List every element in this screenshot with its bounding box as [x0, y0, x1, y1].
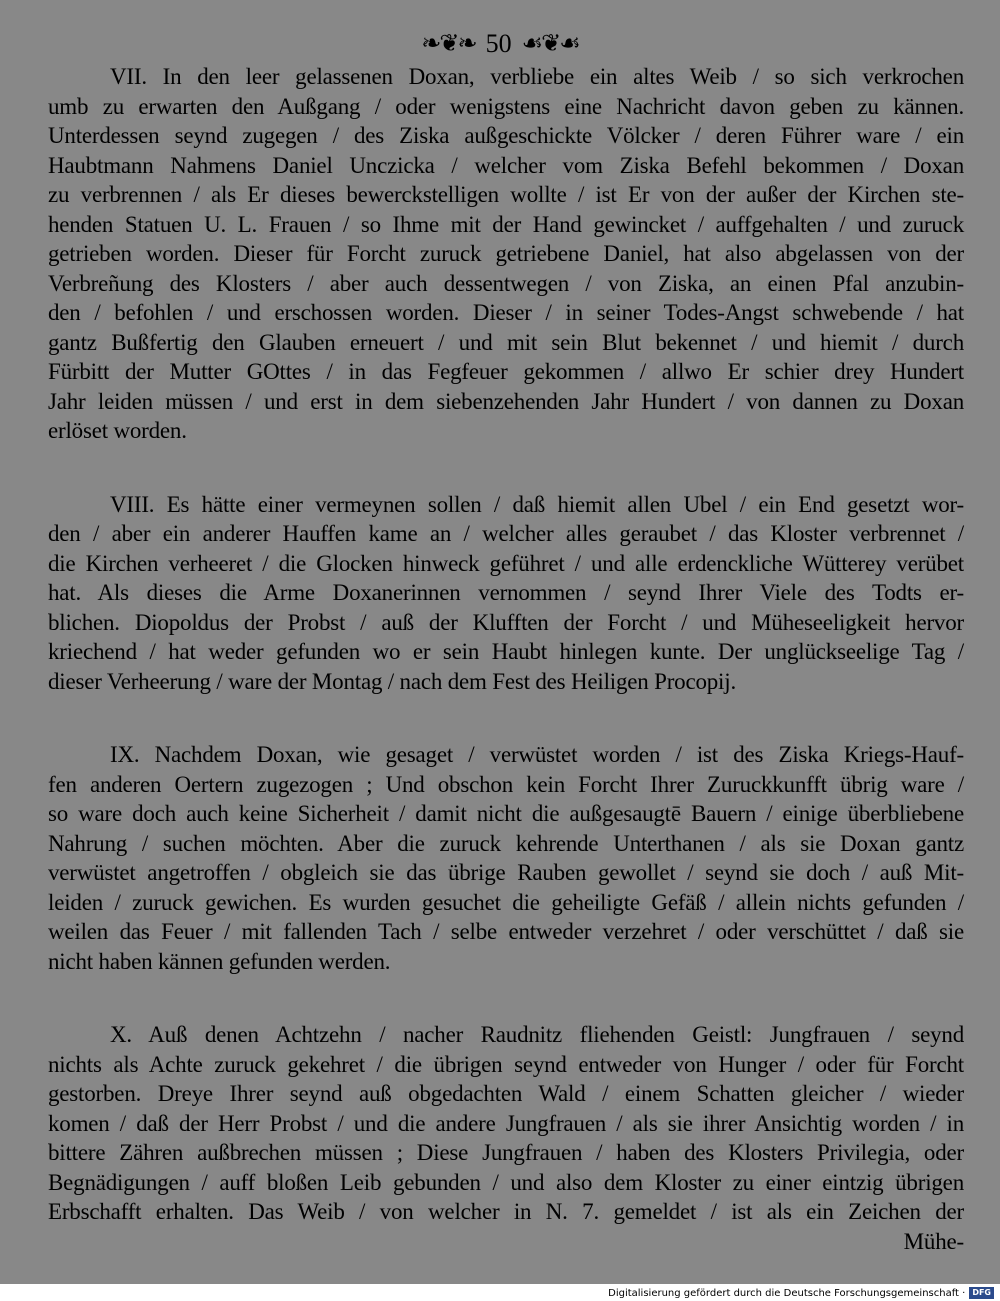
text-line: Fürbitt der Mutter GOttes / in das Fegfeuer gekommen / allwo Er schier drey Hundert: [48, 359, 964, 384]
text-line: erlöset worden.: [48, 418, 187, 443]
text-line: nichts als Achte zuruck gekehret / die übrigen seynd entweder von Hunger / oder für Forcht: [48, 1051, 964, 1077]
paragraph-ix: [48, 740, 964, 976]
digitization-credit: [608, 1286, 994, 1300]
text-line: zu verbrennen / als Er dieses bewerckstelligen wollte / ist Er von der außer der Kirchen ste-: [48, 182, 964, 207]
text-line: den / befohlen / und erschossen worden. Dieser / in seiner Todes-Angst schwebende / hat: [48, 300, 964, 325]
ornament-right: ☙❦☙: [521, 31, 579, 57]
text-line: VIII. Es hätte einer vermeynen sollen / daß hiemit allen Ubel / ein End gesetzt wor-: [110, 491, 964, 517]
paragraph-vii: [48, 62, 964, 446]
text-line: nicht haben kännen gefunden werden.: [48, 948, 391, 974]
paragraph-viii: [48, 490, 964, 697]
paragraph-x: [48, 1020, 964, 1256]
text-line: getrieben worden. Dieser für Forcht zuruck getriebene Daniel, hat also abgelassen von der: [48, 241, 964, 266]
text-line: umb zu erwarten den Außgang / oder wenigstens eine Nachricht davon geben zu kännen.: [48, 93, 964, 119]
text-line: hat. Als dieses die Arme Doxanerinnen vernommen / seynd Ihrer Viele des Todts er-: [48, 580, 964, 605]
text-line: gantz Bußfertig den Glauben erneuert / und mit sein Blut bekennet / und hiemit / durch: [48, 329, 964, 355]
text-line: kriechend / hat weder gefunden wo er sein Haubt hinlegen kunte. Der unglückseelige Tag /: [48, 639, 964, 664]
page-body: [48, 62, 964, 1256]
catchword: Mühe-: [903, 1228, 964, 1254]
text-line: Jahr leiden müssen / und erst in dem siebenzehenden Jahr Hundert / von dannen zu Doxan: [48, 388, 964, 414]
dfg-logo: DFG: [969, 1287, 994, 1299]
text-line: henden Statuen U. L. Frauen / so Ihme mit der Hand gewincket / auffgehalten / und zuruck: [48, 211, 964, 237]
text-line: Haubtmann Nahmens Daniel Unczicka / welcher vom Ziska Befehl bekommen / Doxan: [48, 152, 964, 178]
text-line: bittere Zähren außbrechen müssen ; Diese Jungfrauen / haben des Klosters Privilegia, oder: [48, 1140, 964, 1165]
page-header: [0, 24, 1000, 64]
text-line: VII. In den leer gelassenen Doxan, verbliebe ein altes Weib / so sich verkrochen: [110, 64, 964, 89]
text-line: Begnädigungen / auff bloßen Leib gebunden / und also dem Kloster zu einer eintzig übrigen: [48, 1169, 964, 1195]
text-line: weilen das Feuer / mit fallenden Tach / selbe entweder verzehret / oder verschüttet / daß sie: [48, 919, 964, 944]
credit-text: Digitalisierung gefördert durch die Deutsche Forschungsgemeinschaft ·: [608, 1287, 966, 1299]
text-line: dieser Verheerung / ware der Montag / nach dem Fest des Heiligen Procopij.: [48, 668, 736, 694]
text-line: X. Auß denen Achtzehn / nacher Raudnitz fliehenden Geistl: Jungfrauen / seynd: [110, 1022, 964, 1047]
text-line: den / aber ein anderer Hauffen kame an / welcher alles geraubet / das Kloster verbrennet /: [48, 521, 964, 546]
ornament-left: ❧❦❧: [421, 31, 476, 57]
text-line: so ware doch auch keine Sicherheit / damit nicht die außgesaugtē Bauern / einige überbliebene: [48, 801, 964, 826]
page-number: 50: [485, 29, 512, 58]
text-line: leiden / zuruck gewichen. Es wurden gesuchet die geheiligte Gefäß / allein nichts gefunden /: [48, 889, 964, 915]
text-line: Nahrung / suchen möchten. Aber die zuruck kehrende Unterthanen / als sie Doxan gantz: [48, 830, 964, 856]
text-line: gestorben. Dreye Ihrer seynd auß obgedachten Wald / einem Schatten gleicher / wieder: [48, 1081, 964, 1106]
text-line: verwüstet angetroffen / obgleich sie das übrige Rauben gewollet / seynd sie doch / auß Mit-: [48, 860, 964, 885]
text-line: Erbschafft erhalten. Das Weib / von welcher in N. 7. gemeldet / ist als ein Zeichen der: [48, 1199, 964, 1224]
text-line: die Kirchen verheeret / die Glocken hinweck geführet / und alle erdenckliche Wütterey verübet: [48, 550, 964, 576]
text-line: Verbreñung des Klosters / aber auch dessentwegen / von Ziska, an einen Pfal anzubin-: [48, 270, 964, 296]
text-line: Unterdessen seynd zugegen / des Ziska außgeschickte Völcker / deren Führer ware / ein: [48, 123, 964, 148]
text-line: IX. Nachdem Doxan, wie gesaget / verwüstet worden / ist des Ziska Kriegs-Hauf-: [110, 742, 964, 767]
text-line: komen / daß der Herr Probst / und die andere Jungfrauen / als sie ihrer Ansichtig worden / in: [48, 1110, 964, 1136]
text-line: blichen. Diopoldus der Probst / auß der Klufften der Forcht / und Müheseeligkeit hervor: [48, 609, 964, 635]
text-line: fen anderen Oertern zugezogen ; Und obschon kein Forcht Ihrer Zuruckkunfft übrig ware /: [48, 771, 964, 797]
